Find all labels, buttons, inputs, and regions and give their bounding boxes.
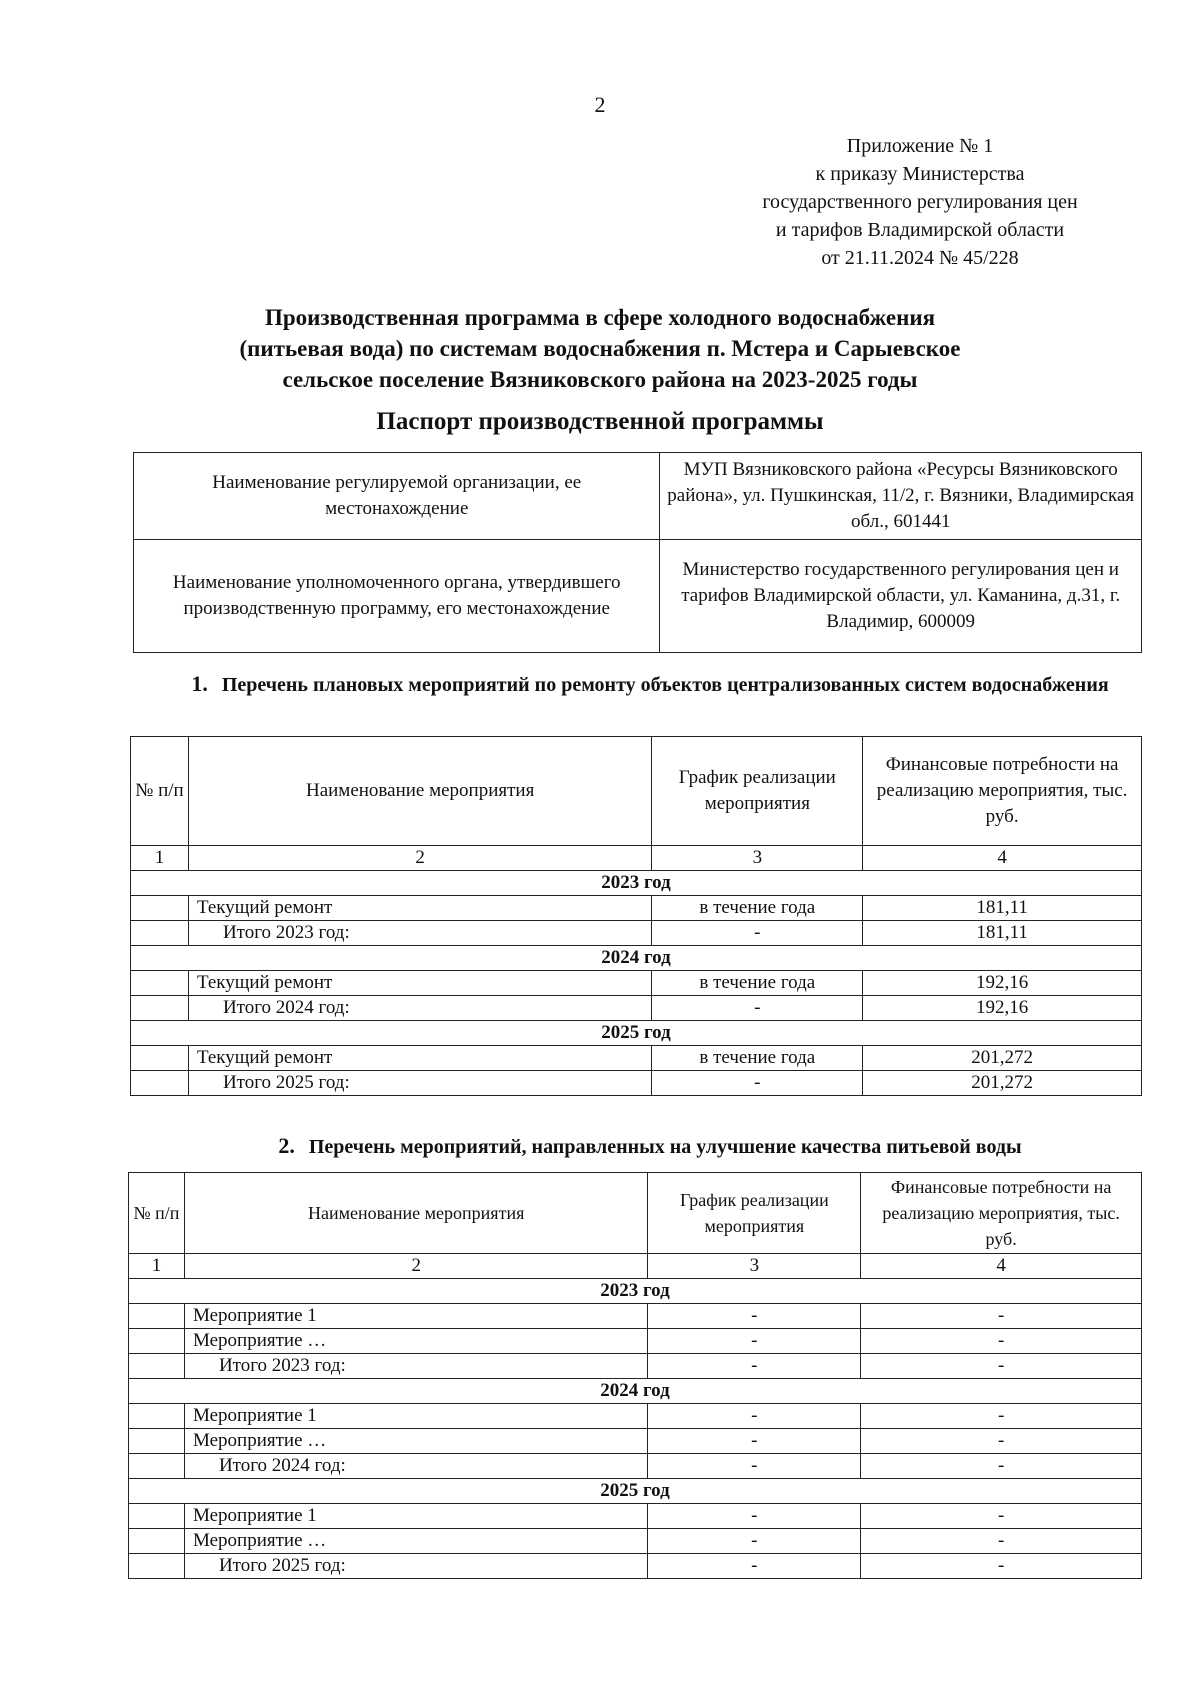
year-heading: 2025 год	[129, 1479, 1142, 1504]
activity-amount: -	[861, 1529, 1142, 1554]
row-number	[131, 896, 189, 921]
column-number: 3	[652, 846, 863, 871]
column-number: 1	[129, 1254, 185, 1279]
column-number: 4	[863, 846, 1142, 871]
table-row	[129, 1329, 1142, 1354]
header-cell: № п/п	[131, 737, 189, 846]
title-line: (питьевая вода) по системам водоснабжения п. Мстера и Сарыевское	[239, 336, 961, 361]
activity-schedule: -	[648, 1429, 861, 1454]
activity-name: Мероприятие …	[184, 1429, 647, 1454]
appendix-line: и тарифов Владимирской области	[775, 219, 1065, 241]
header-row	[131, 737, 1142, 846]
year-row	[129, 1279, 1142, 1304]
total-schedule: -	[652, 996, 863, 1021]
column-number: 3	[648, 1254, 861, 1279]
total-label: Итого 2023 год:	[184, 1354, 647, 1379]
total-schedule: -	[652, 1071, 863, 1096]
activity-amount: -	[861, 1329, 1142, 1354]
total-label: Итого 2025 год:	[188, 1071, 651, 1096]
row-number	[129, 1529, 185, 1554]
total-label: Итого 2024 год:	[188, 996, 651, 1021]
table-row	[131, 1046, 1142, 1071]
column-number: 1	[131, 846, 189, 871]
year-heading: 2024 год	[131, 946, 1142, 971]
row-number	[131, 1046, 189, 1071]
title-line: Производственная программа в сфере холодного водоснабжения	[264, 305, 936, 330]
activity-amount: -	[861, 1404, 1142, 1429]
activity-name: Мероприятие 1	[184, 1504, 647, 1529]
activity-schedule: в течение года	[652, 971, 863, 996]
header-cell: Наименование мероприятия	[188, 737, 651, 846]
document-title	[100, 302, 1100, 395]
passport-title: Паспорт производственной программы	[376, 408, 824, 435]
year-heading: 2024 год	[129, 1379, 1142, 1404]
total-amount: 201,272	[863, 1071, 1142, 1096]
table-row	[129, 1504, 1142, 1529]
total-label: Итого 2023 год:	[188, 921, 651, 946]
activity-schedule: -	[648, 1504, 861, 1529]
total-row	[129, 1554, 1142, 1579]
table-row	[129, 1529, 1142, 1554]
section-2-title	[150, 1132, 1150, 1161]
appendix-line: государственного регулирования цен	[762, 191, 1078, 213]
title-line: сельское поселение Вязниковского района на 2023-2025 годы	[282, 367, 918, 392]
section-title-text: Перечень плановых мероприятий по ремонту объектов централизованных систем водоснабжения	[221, 674, 1109, 696]
year-row	[131, 1021, 1142, 1046]
total-amount: -	[861, 1354, 1142, 1379]
total-amount: -	[861, 1554, 1142, 1579]
header-cell: График реализации мероприятия	[652, 737, 863, 846]
passport-row	[134, 453, 1142, 540]
activity-name: Текущий ремонт	[188, 971, 651, 996]
activity-name: Мероприятие …	[184, 1529, 647, 1554]
row-number	[131, 1071, 189, 1096]
section-title-text: Перечень мероприятий, направленных на улучшение качества питьевой воды	[308, 1136, 1022, 1158]
year-heading: 2023 год	[131, 871, 1142, 896]
year-heading: 2025 год	[131, 1021, 1142, 1046]
total-row	[131, 1071, 1142, 1096]
activity-amount: -	[861, 1504, 1142, 1529]
total-label: Итого 2025 год:	[184, 1554, 647, 1579]
row-number	[131, 921, 189, 946]
section-number: 2.	[278, 1133, 295, 1158]
repair-activities-table	[130, 736, 1142, 1096]
passport-value: МУП Вязниковского района «Ресурсы Вязниковского района», ул. Пушкинская, 11/2, г. Вязники, Владимирская обл., 601441	[660, 453, 1142, 540]
activity-amount: 192,16	[863, 971, 1142, 996]
water-quality-table	[128, 1172, 1142, 1579]
total-label: Итого 2024 год:	[184, 1454, 647, 1479]
activity-schedule: в течение года	[652, 896, 863, 921]
appendix-line: к приказу Министерства	[815, 163, 1025, 185]
activity-schedule: -	[648, 1304, 861, 1329]
column-number: 2	[184, 1254, 647, 1279]
passport-value: Министерство государственного регулирования цен и тарифов Владимирской области, ул. Каманина, д.31, г. Владимир, 600009	[660, 540, 1142, 653]
table-row	[131, 896, 1142, 921]
total-amount: -	[861, 1454, 1142, 1479]
column-number: 4	[861, 1254, 1142, 1279]
year-row	[129, 1379, 1142, 1404]
year-row	[129, 1479, 1142, 1504]
row-number	[129, 1554, 185, 1579]
passport-table	[133, 452, 1142, 653]
passport-row	[134, 540, 1142, 653]
row-number	[131, 971, 189, 996]
appendix-line: от 21.11.2024 № 45/228	[821, 247, 1019, 269]
total-row	[129, 1454, 1142, 1479]
header-cell: График реализации мероприятия	[648, 1173, 861, 1254]
total-schedule: -	[652, 921, 863, 946]
page-number: 2	[594, 92, 606, 117]
activity-name: Мероприятие 1	[184, 1304, 647, 1329]
activity-name: Текущий ремонт	[188, 896, 651, 921]
section-1-title	[150, 670, 1150, 699]
row-number	[129, 1429, 185, 1454]
total-schedule: -	[648, 1454, 861, 1479]
total-amount: 192,16	[863, 996, 1142, 1021]
activity-amount: -	[861, 1304, 1142, 1329]
total-row	[131, 921, 1142, 946]
activity-name: Мероприятие 1	[184, 1404, 647, 1429]
header-cell: Финансовые потребности на реализацию мероприятия, тыс. руб.	[861, 1173, 1142, 1254]
column-number: 2	[188, 846, 651, 871]
table-row	[129, 1429, 1142, 1454]
row-number	[129, 1404, 185, 1429]
header-row	[129, 1173, 1142, 1254]
row-number	[131, 996, 189, 1021]
total-schedule: -	[648, 1354, 861, 1379]
activity-schedule: -	[648, 1529, 861, 1554]
header-cell: № п/п	[129, 1173, 185, 1254]
appendix-block	[700, 132, 1140, 272]
activity-schedule: в течение года	[652, 1046, 863, 1071]
section-number: 1.	[191, 671, 208, 696]
row-number	[129, 1354, 185, 1379]
year-heading: 2023 год	[129, 1279, 1142, 1304]
row-number	[129, 1329, 185, 1354]
activity-schedule: -	[648, 1404, 861, 1429]
passport-label: Наименование регулируемой организации, ее местонахождение	[134, 453, 660, 540]
year-row	[131, 871, 1142, 896]
total-amount: 181,11	[863, 921, 1142, 946]
column-number-row	[129, 1254, 1142, 1279]
row-number	[129, 1454, 185, 1479]
row-number	[129, 1304, 185, 1329]
year-row	[131, 946, 1142, 971]
activity-amount: -	[861, 1429, 1142, 1454]
row-number	[129, 1504, 185, 1529]
column-number-row	[131, 846, 1142, 871]
header-cell: Финансовые потребности на реализацию мероприятия, тыс. руб.	[863, 737, 1142, 846]
table-row	[129, 1304, 1142, 1329]
total-schedule: -	[648, 1554, 861, 1579]
activity-amount: 201,272	[863, 1046, 1142, 1071]
total-row	[129, 1354, 1142, 1379]
activity-name: Мероприятие …	[184, 1329, 647, 1354]
activity-amount: 181,11	[863, 896, 1142, 921]
table-row	[129, 1404, 1142, 1429]
activity-name: Текущий ремонт	[188, 1046, 651, 1071]
activity-schedule: -	[648, 1329, 861, 1354]
header-cell: Наименование мероприятия	[184, 1173, 647, 1254]
table-row	[131, 971, 1142, 996]
passport-label: Наименование уполномоченного органа, утвердившего производственную программу, его местонахождение	[134, 540, 660, 653]
total-row	[131, 996, 1142, 1021]
appendix-line: Приложение № 1	[846, 135, 994, 157]
